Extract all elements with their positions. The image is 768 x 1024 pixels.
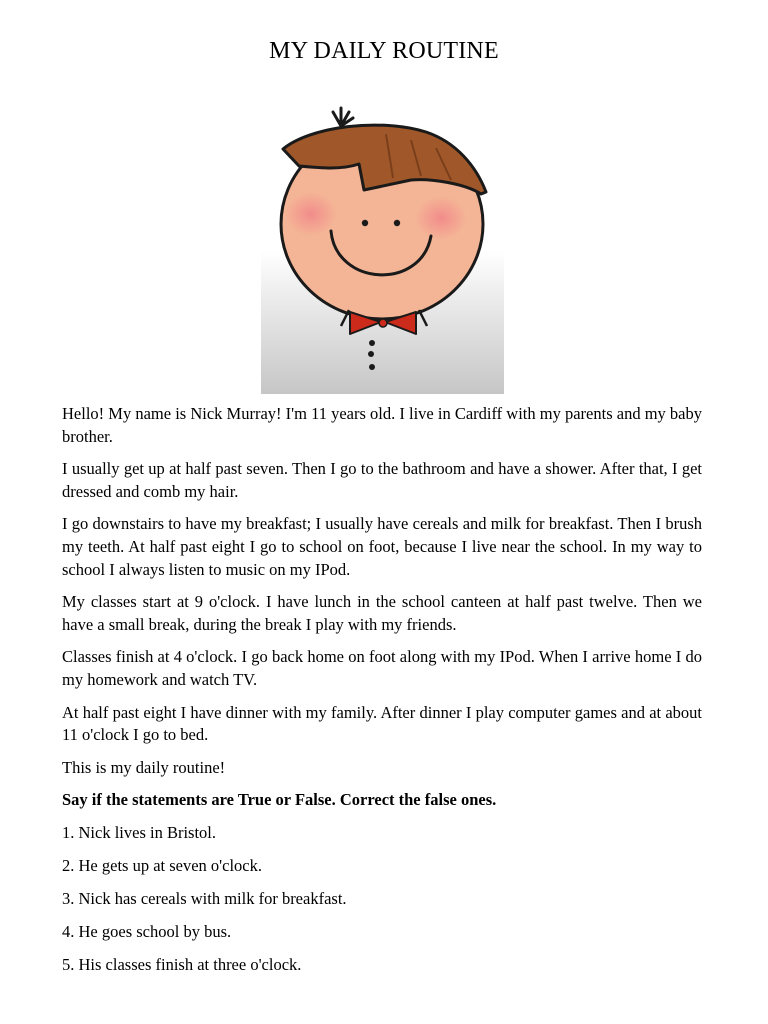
page-title: MY DAILY ROUTINE — [269, 38, 499, 64]
paragraph-evening: At half past eight I have dinner with my family. After dinner I play computer games and at about 11 o'clock I go to bed. — [62, 702, 702, 745]
exercise-item: 5. His classes finish at three o'clock. — [62, 955, 302, 975]
exercise-instruction: Say if the statements are True or False. Correct the false ones. — [62, 790, 497, 810]
cartoon-boy-face-icon — [261, 106, 504, 394]
exercise-item: 1. Nick lives in Bristol. — [62, 822, 216, 842]
paragraph-closing: This is my daily routine! — [62, 757, 226, 777]
paragraph-intro: Hello! My name is Nick Murray! I'm 11 years old. I live in Cardiff with my parents and my baby brother. — [62, 404, 702, 446]
paragraph-morning: I usually get up at half past seven. Then I go to the bathroom and have a shower. After that, I get dressed and comb my hair. — [62, 459, 702, 501]
boy-illustration — [261, 106, 504, 394]
paragraph-breakfast: I go downstairs to have my breakfast; I usually have cereals and milk for breakfast. Then I brush my teeth. At half past eight I go to school on foot, because I live near the school. In my way to school I always listen to music on my IPod. — [62, 514, 702, 579]
reading-text — [62, 403, 702, 987]
exercise-item: 4. He goes school by bus. — [62, 922, 232, 942]
paragraph-afternoon: Classes finish at 4 o'clock. I go back home on foot along with my IPod. When I arrive home I do my homework and watch TV. — [62, 647, 702, 689]
paragraph-classes: My classes start at 9 o'clock. I have lunch in the school canteen at half past twelve. Then we have a small break, during the break I play with my friends. — [62, 592, 702, 634]
exercise-item: 3. Nick has cereals with milk for breakfast. — [62, 889, 347, 909]
exercise-item: 2. He gets up at seven o'clock. — [62, 856, 262, 875]
